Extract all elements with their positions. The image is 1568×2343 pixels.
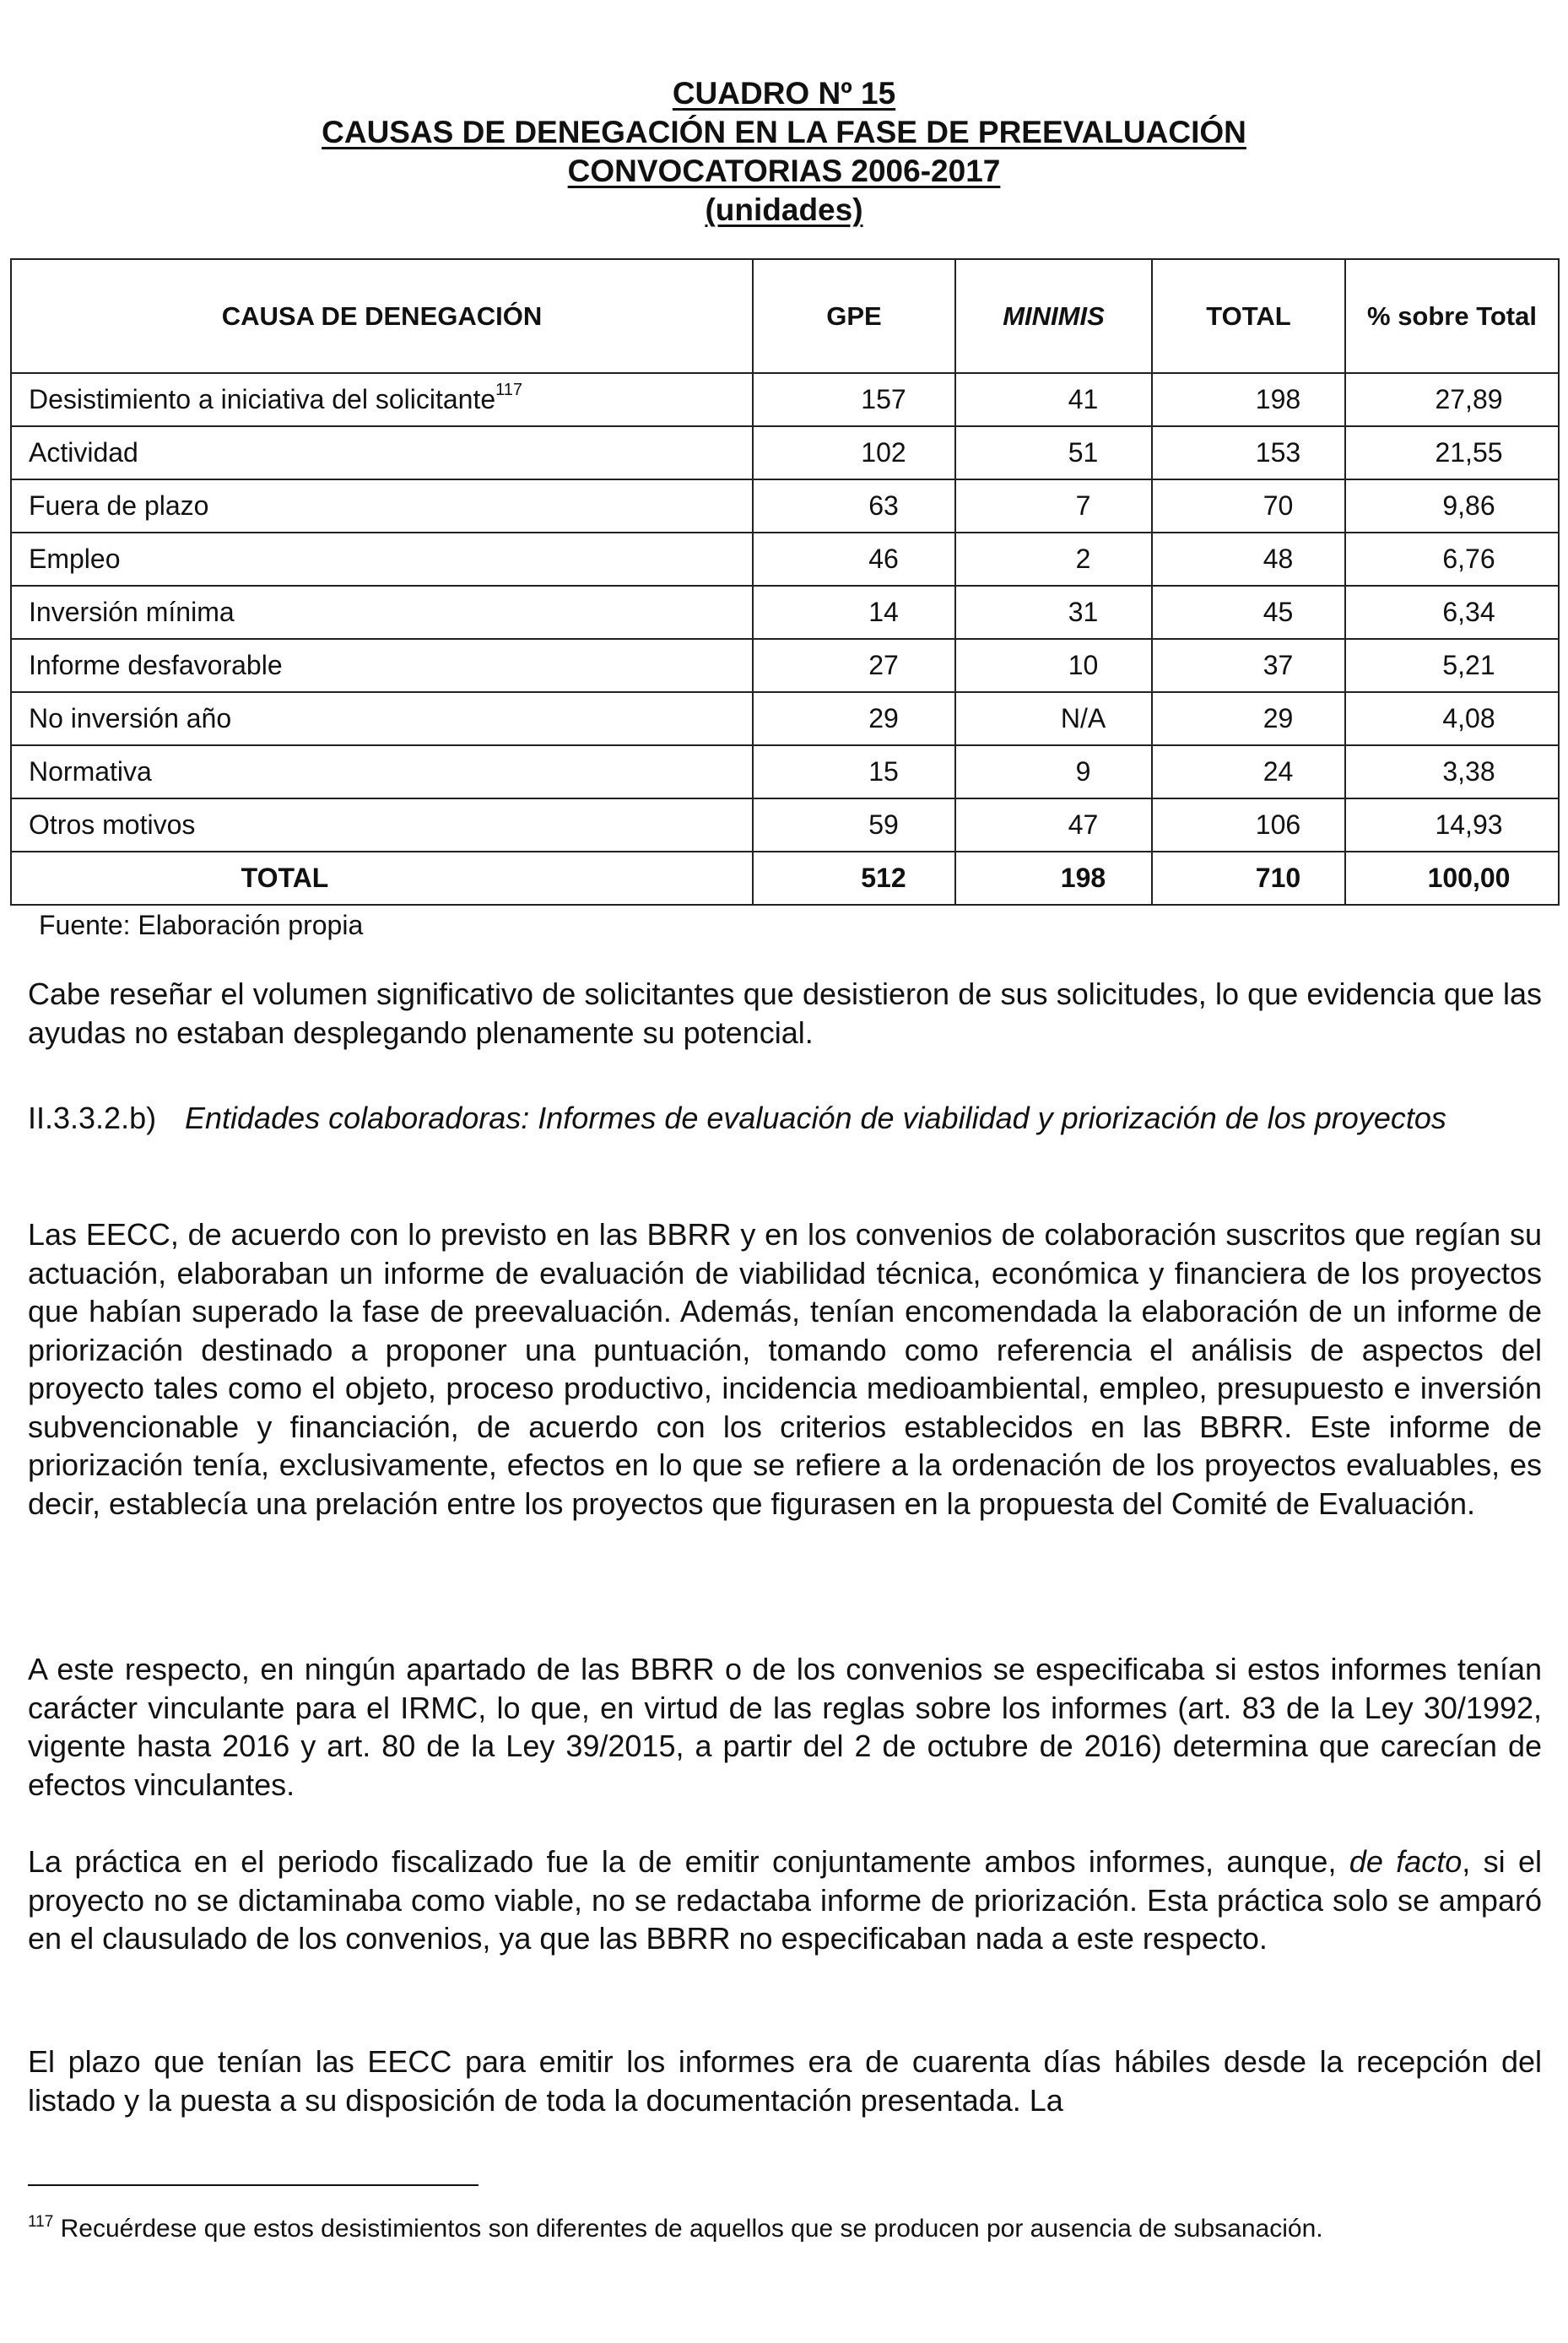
footnote	[28, 2215, 1323, 2243]
footnote-text: Recuérdese que estos desistimientos son diferentes de aquellos que se producen por ausencia de subsanación.	[53, 2215, 1323, 2243]
heading-line-1: CUADRO Nº 15	[672, 76, 896, 111]
header-minimis: MINIMIS	[955, 259, 1152, 373]
cell-cause: No inversión año	[11, 692, 753, 745]
cell-minimis: N/A	[955, 692, 1152, 745]
cell-pct: 9,86	[1345, 479, 1559, 533]
cell-minimis: 9	[955, 745, 1152, 798]
cell-minimis: 31	[955, 586, 1152, 639]
footnote-marker: 117	[28, 2213, 54, 2231]
cell-minimis: 41	[955, 373, 1152, 426]
cell-gpe: 14	[753, 586, 955, 639]
header-pct: % sobre Total	[1345, 259, 1559, 373]
cell-total: 70	[1152, 479, 1345, 533]
table-row	[11, 798, 1559, 852]
paragraph-4-part-1: La práctica en el periodo fiscalizado fue la de emitir conjuntamente ambos informes, aunque,	[28, 1844, 1349, 1879]
cell-total: 45	[1152, 586, 1345, 639]
cell-total: 37	[1152, 639, 1345, 692]
table-heading	[0, 74, 1568, 230]
footnote-ref[interactable]: 117	[495, 381, 523, 399]
heading-line-3: CONVOCATORIAS 2006-2017	[567, 154, 1001, 188]
cell-gpe-total: 512	[753, 852, 955, 905]
cell-cause: Informe desfavorable	[11, 639, 753, 692]
cell-gpe: 29	[753, 692, 955, 745]
cell-gpe: 15	[753, 745, 955, 798]
cell-minimis: 2	[955, 533, 1152, 586]
cell-minimis: 47	[955, 798, 1152, 852]
cell-pct: 14,93	[1345, 798, 1559, 852]
cell-total: 29	[1152, 692, 1345, 745]
cell-gpe: 27	[753, 639, 955, 692]
table-total-row	[11, 852, 1559, 905]
table-row	[11, 533, 1559, 586]
denial-causes-table	[10, 258, 1560, 906]
cell-pct: 6,76	[1345, 533, 1559, 586]
cell-gpe: 157	[753, 373, 955, 426]
table-row	[11, 586, 1559, 639]
table-row	[11, 639, 1559, 692]
cell-gpe: 59	[753, 798, 955, 852]
cell-minimis: 10	[955, 639, 1152, 692]
cell-pct: 5,21	[1345, 639, 1559, 692]
cell-total: 24	[1152, 745, 1345, 798]
heading-line-4: (unidades)	[705, 192, 863, 227]
section-title: Entidades colaboradoras: Informes de evaluación de viabilidad y priorización de los proyectos	[185, 1101, 1446, 1135]
cell-cause: Otros motivos	[11, 798, 753, 852]
cell-total: 48	[1152, 533, 1345, 586]
cell-cause: Inversión mínima	[11, 586, 753, 639]
header-total: TOTAL	[1152, 259, 1345, 373]
cell-pct: 6,34	[1345, 586, 1559, 639]
paragraph-2: Las EECC, de acuerdo con lo previsto en las BBRR y en los convenios de colaboración suscritos que regían su actuación, elaboraban un informe de evaluación de viabilidad técnica, económica y financiera de los proyectos que habían superado la fase de preevaluación. Además, tenían encomendada la elaboración de un informe de priorización destinado a proponer una puntuación, tomando como referencia el análisis de aspectos del proyecto tales como el objeto, proceso productivo, incidencia medioambiental, empleo, presupuesto e inversión subvencionable y financiación, de acuerdo con los criterios establecidos en las BBRR. Este informe de priorización tenía, exclusivamente, efectos en lo que se refiere a la ordenación de los proyectos evaluables, es decir, establecía una prelación entre los proyectos que figurasen en la propuesta del Comité de Evaluación.	[28, 1217, 1542, 1521]
paragraph-5: El plazo que tenían las EECC para emitir los informes era de cuarenta días hábiles desde la recepción del listado y la puesta a su disposición de toda la documentación presentada. La	[28, 2044, 1542, 2118]
paragraph-3: A este respecto, en ningún apartado de las BBRR o de los convenios se especificaba si estos informes tenían carácter vinculante para el IRMC, lo que, en virtud de las reglas sobre los informes (art. 83 de la Ley 30/1992, vigente hasta 2016 y art. 80 de la Ley 39/2015, a partir del 2 de octubre de 2016) determina que carecían de efectos vinculantes.	[28, 1652, 1542, 1802]
cell-pct: 4,08	[1345, 692, 1559, 745]
cell-minimis-total: 198	[955, 852, 1152, 905]
cell-total: 153	[1152, 426, 1345, 479]
header-cause: CAUSA DE DENEGACIÓN	[11, 259, 753, 373]
table-row	[11, 426, 1559, 479]
header-gpe: GPE	[753, 259, 955, 373]
paragraph-4-part-2: , si el proyecto no se dictaminaba como viable, no se redactaba informe de priorización. Esta práctica solo se amparó en el clausulado de los convenios, ya que las BBRR no especificaban nada a este respecto.	[28, 1844, 1542, 1956]
table-row	[11, 479, 1559, 533]
heading-line-2: CAUSAS DE DENEGACIÓN EN LA FASE DE PREEVALUACIÓN	[322, 115, 1246, 149]
cell-cause: Normativa	[11, 745, 753, 798]
cell-gpe: 46	[753, 533, 955, 586]
table-row	[11, 692, 1559, 745]
cell-cause-total: TOTAL	[11, 852, 753, 905]
cell-total: 198	[1152, 373, 1345, 426]
table-source: Fuente: Elaboración propia	[39, 910, 364, 940]
cell-total: 106	[1152, 798, 1345, 852]
table-row	[11, 745, 1559, 798]
cause-text: Desistimiento a iniciativa del solicitante	[29, 384, 496, 414]
cell-minimis: 7	[955, 479, 1152, 533]
cell-pct: 21,55	[1345, 426, 1559, 479]
cell-total-total: 710	[1152, 852, 1345, 905]
paragraph-4	[28, 1842, 1542, 1958]
cell-pct: 3,38	[1345, 745, 1559, 798]
cell-minimis: 51	[955, 426, 1152, 479]
cell-cause	[11, 373, 753, 426]
footnote-divider	[28, 2184, 479, 2186]
cell-gpe: 102	[753, 426, 955, 479]
paragraph-1: Cabe reseñar el volumen significativo de solicitantes que desistieron de sus solicitudes, lo que evidencia que las ayudas no estaban desplegando plenamente su potencial.	[28, 977, 1542, 1050]
cell-cause: Empleo	[11, 533, 753, 586]
table-row	[11, 373, 1559, 426]
section-number: II.3.3.2.b)	[28, 1101, 157, 1135]
cell-cause: Fuera de plazo	[11, 479, 753, 533]
cell-cause: Actividad	[11, 426, 753, 479]
cell-gpe: 63	[753, 479, 955, 533]
cell-pct: 27,89	[1345, 373, 1559, 426]
cell-pct-total: 100,00	[1345, 852, 1559, 905]
paragraph-4-italic: de facto	[1349, 1844, 1463, 1879]
table-header-row	[11, 259, 1559, 373]
